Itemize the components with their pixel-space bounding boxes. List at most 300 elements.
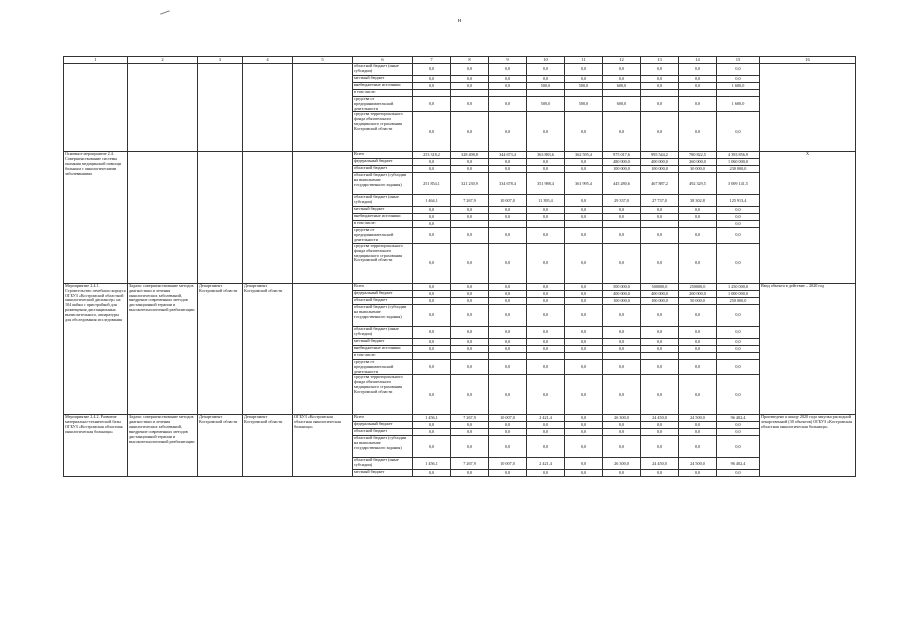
funding-source-label: в том числе: — [353, 352, 413, 359]
value-cell: 600,0 — [603, 83, 641, 90]
value-cell — [527, 90, 565, 97]
value-cell: 0,0 — [603, 345, 641, 352]
block-result: Произведено к концу 2020 года закупка расходной лекарственной (30 объектов) ОГБУЗ «Костромская областная онкологическая больница» — [760, 415, 856, 477]
value-cell: 0,0 — [679, 345, 717, 352]
value-cell: 480 000,0 — [603, 159, 641, 166]
value-cell — [565, 352, 603, 359]
value-cell: 0,0 — [717, 436, 760, 458]
column-header: 13 — [641, 57, 679, 64]
value-cell: 0,0 — [451, 166, 489, 173]
value-cell: 0,0 — [451, 214, 489, 221]
value-cell: 1 456,1 — [413, 458, 451, 470]
value-cell: 0,0 — [679, 359, 717, 374]
funding-source-label: местный бюджет — [353, 470, 413, 477]
value-cell: 0,0 — [679, 470, 717, 477]
funding-source-label: внебюджетные источники — [353, 214, 413, 221]
value-cell: 0,0 — [527, 243, 565, 283]
value-cell: 0,0 — [489, 166, 527, 173]
header-row — [64, 57, 856, 64]
funding-source-label: Всего — [353, 283, 413, 290]
value-cell: 0,0 — [565, 166, 603, 173]
value-cell: 0,0 — [565, 76, 603, 83]
column-header: 4 — [243, 57, 293, 64]
value-cell: 0,0 — [527, 338, 565, 345]
value-cell: 0,0 — [413, 207, 451, 214]
value-cell: 0,0 — [489, 345, 527, 352]
table-row — [64, 64, 856, 76]
value-cell: 0,0 — [641, 429, 679, 436]
value-cell: 1 456,1 — [413, 415, 451, 422]
funding-source-label: средства территориального фонда обязательного медицинского страхования Костромской области — [353, 375, 413, 415]
value-cell: 500 000,0 — [603, 283, 641, 290]
funding-source-label: Всего — [353, 152, 413, 159]
value-cell: 0,0 — [641, 470, 679, 477]
value-cell: 100 000,0 — [603, 297, 641, 304]
value-cell: 0,0 — [603, 470, 641, 477]
value-cell: 0,0 — [413, 228, 451, 243]
value-cell: 1 250 000,0 — [717, 283, 760, 290]
value-cell: 0,0 — [717, 375, 760, 415]
value-cell — [603, 90, 641, 97]
value-cell: 0,0 — [527, 436, 565, 458]
value-cell: 0,0 — [603, 326, 641, 338]
value-cell: 0,0 — [489, 243, 527, 283]
value-cell: 0,0 — [679, 429, 717, 436]
value-cell: 0,0 — [717, 359, 760, 374]
value-cell: 0,0 — [565, 243, 603, 283]
value-cell — [451, 352, 489, 359]
value-cell: 0,0 — [641, 304, 679, 326]
value-cell: 0,0 — [413, 290, 451, 297]
value-cell — [565, 90, 603, 97]
value-cell: 0,0 — [413, 345, 451, 352]
value-cell: 0,0 — [489, 429, 527, 436]
value-cell: 0,0 — [641, 436, 679, 458]
value-cell: 0,0 — [451, 304, 489, 326]
funding-source-label: областной бюджет (иные субсидии) — [353, 458, 413, 470]
value-cell: 24 450,0 — [641, 458, 679, 470]
value-cell: 0,0 — [717, 422, 760, 429]
value-cell: 0,0 — [717, 64, 760, 76]
value-cell: 4 393 856,9 — [717, 152, 760, 159]
block-c4: Департамент Костромской области — [243, 283, 293, 414]
value-cell: 0,0 — [603, 359, 641, 374]
block-c2: Задача: совершенствование методов диагностики и лечения онкологических заболеваний, внедрение современных методов дистанционной терапии и высокотехнологичной реабилитации — [128, 283, 198, 414]
value-cell: 0,0 — [565, 207, 603, 214]
column-header: 15 — [717, 57, 760, 64]
value-cell: 0,0 — [565, 283, 603, 290]
value-cell: 0,0 — [413, 429, 451, 436]
column-header: 11 — [565, 57, 603, 64]
value-cell: 0,0 — [527, 297, 565, 304]
value-cell: 995 544,2 — [641, 152, 679, 159]
value-cell: 0,0 — [413, 166, 451, 173]
value-cell: 27 737,0 — [641, 195, 679, 207]
column-header: 16 — [760, 57, 856, 64]
value-cell: 344 673,4 — [489, 152, 527, 159]
column-header: 2 — [128, 57, 198, 64]
value-cell: 0,0 — [489, 297, 527, 304]
value-cell: 0,0 — [565, 195, 603, 207]
value-cell: 100 000,0 — [641, 297, 679, 304]
value-cell: 38 302,8 — [679, 195, 717, 207]
value-cell: 361 995,4 — [565, 173, 603, 195]
value-cell: 0,0 — [413, 76, 451, 83]
value-cell — [603, 221, 641, 228]
value-cell: 0,0 — [641, 375, 679, 415]
value-cell: 0,0 — [489, 228, 527, 243]
value-cell: 0,0 — [451, 97, 489, 112]
value-cell: 0,0 — [717, 345, 760, 352]
block-c4 — [243, 152, 293, 283]
value-cell: 0,0 — [603, 112, 641, 152]
value-cell: 0,0 — [679, 422, 717, 429]
value-cell: 600,0 — [603, 97, 641, 112]
value-cell — [565, 221, 603, 228]
value-cell: 96 402,4 — [717, 415, 760, 422]
value-cell: 0,0 — [451, 359, 489, 374]
value-cell: 0,0 — [565, 422, 603, 429]
funding-source-label: местный бюджет — [353, 76, 413, 83]
value-cell: 0,0 — [489, 470, 527, 477]
value-cell: 0,0 — [641, 228, 679, 243]
column-header: 8 — [451, 57, 489, 64]
value-cell: 0,0 — [565, 297, 603, 304]
block-c4: Департамент Костромской области — [243, 415, 293, 477]
value-cell: 780 822,5 — [679, 152, 717, 159]
value-cell: 0,0 — [565, 159, 603, 166]
value-cell: 0,0 — [679, 83, 717, 90]
value-cell — [679, 90, 717, 97]
value-cell — [603, 352, 641, 359]
block-c2 — [128, 64, 198, 152]
value-cell — [679, 352, 717, 359]
value-cell: 445 280,6 — [603, 173, 641, 195]
block-c3 — [198, 152, 243, 283]
value-cell: 0,0 — [413, 297, 451, 304]
value-cell: 0,0 — [489, 290, 527, 297]
funding-source-label: внебюджетные источники — [353, 345, 413, 352]
value-cell: 0,0 — [527, 470, 565, 477]
block-result: Ввод объекта в действие – 2020 год — [760, 283, 856, 414]
value-cell: 0,0 — [679, 304, 717, 326]
value-cell: 0,0 — [489, 97, 527, 112]
value-cell: 0,0 — [451, 207, 489, 214]
value-cell: 321 230,9 — [451, 173, 489, 195]
value-cell: 0,0 — [527, 76, 565, 83]
value-cell: 0,0 — [451, 76, 489, 83]
funding-source-label: средства от предпринимательской деятельности — [353, 97, 413, 112]
value-cell: 0,0 — [641, 64, 679, 76]
value-cell: 0,0 — [603, 338, 641, 345]
block-c1 — [64, 64, 128, 152]
value-cell: 467 887,2 — [641, 173, 679, 195]
budget-table — [63, 56, 856, 477]
value-cell: 0,0 — [489, 83, 527, 90]
value-cell: 0,0 — [603, 228, 641, 243]
value-cell — [489, 90, 527, 97]
column-header: 3 — [198, 57, 243, 64]
value-cell: 0,0 — [489, 338, 527, 345]
value-cell: 0,0 — [641, 326, 679, 338]
value-cell: 10 007,0 — [489, 415, 527, 422]
value-cell: 500,0 — [527, 97, 565, 112]
value-cell: 0,0 — [489, 112, 527, 152]
value-cell — [413, 90, 451, 97]
value-cell: 0,0 — [717, 326, 760, 338]
value-cell: 250000,0 — [679, 283, 717, 290]
value-cell: 0,0 — [603, 214, 641, 221]
block-result — [760, 64, 856, 152]
value-cell: 0,0 — [565, 214, 603, 221]
value-cell: 0,0 — [451, 375, 489, 415]
value-cell: 0,0 — [451, 470, 489, 477]
value-cell — [489, 221, 527, 228]
funding-source-label: в том числе: — [353, 90, 413, 97]
value-cell: 0,0 — [527, 304, 565, 326]
value-cell: 0,0 — [717, 207, 760, 214]
value-cell: 0,0 — [565, 228, 603, 243]
value-cell: 0,0 — [451, 345, 489, 352]
column-header: 6 — [353, 57, 413, 64]
value-cell: 0,0 — [717, 470, 760, 477]
value-cell: 30 000,0 — [679, 166, 717, 173]
value-cell: 0,0 — [603, 207, 641, 214]
value-cell: 0,0 — [565, 436, 603, 458]
value-cell: 0,0 — [679, 243, 717, 283]
value-cell — [489, 352, 527, 359]
value-cell: 0,0 — [565, 458, 603, 470]
value-cell: 0,0 — [527, 359, 565, 374]
block-c2: Задача: совершенствование методов диагностики и лечения онкологических заболеваний, внедрение современных методов дистанционной терапии и высокотехнологичной реабилитации — [128, 415, 198, 477]
value-cell: 0,0 — [603, 304, 641, 326]
value-cell — [527, 221, 565, 228]
column-header: 14 — [679, 57, 717, 64]
value-cell: 0,0 — [603, 429, 641, 436]
value-cell: 0,0 — [527, 166, 565, 173]
value-cell: 0,0 — [489, 304, 527, 326]
funding-source-label: средства территориального фонда обязательного медицинского страхования Костромской области — [353, 112, 413, 152]
column-header: 9 — [489, 57, 527, 64]
value-cell: 362 595,4 — [565, 152, 603, 159]
value-cell — [641, 221, 679, 228]
value-cell: 0,0 — [679, 112, 717, 152]
value-cell: 0,0 — [451, 83, 489, 90]
value-cell: 0,0 — [527, 159, 565, 166]
value-cell: 0,0 — [451, 228, 489, 243]
value-cell: 0,0 — [679, 64, 717, 76]
value-cell: 0,0 — [413, 243, 451, 283]
value-cell: 0,0 — [413, 283, 451, 290]
value-cell: 0,0 — [603, 76, 641, 83]
value-cell: 0,0 — [527, 228, 565, 243]
value-cell: 125 913,4 — [717, 195, 760, 207]
value-cell: 96 402,4 — [717, 458, 760, 470]
value-cell: 0,0 — [413, 214, 451, 221]
block-c4 — [243, 64, 293, 152]
value-cell: 1 060 000,0 — [717, 159, 760, 166]
funding-source-label: средства от предпринимательской деятельности — [353, 359, 413, 374]
value-cell: 0,0 — [679, 338, 717, 345]
value-cell: 400 000,0 — [641, 290, 679, 297]
funding-source-label: в том числе: — [353, 221, 413, 228]
value-cell: 200 000,0 — [679, 290, 717, 297]
value-cell: 0,0 — [717, 243, 760, 283]
value-cell: 11 395,4 — [527, 195, 565, 207]
value-cell: 24 500,0 — [679, 415, 717, 422]
value-cell: 0,0 — [679, 375, 717, 415]
value-cell: 0,0 — [451, 326, 489, 338]
value-cell: 500000,0 — [641, 283, 679, 290]
value-cell: 0,0 — [717, 214, 760, 221]
funding-source-label: областной бюджет (субсидии на выполнение государственного задания) — [353, 173, 413, 195]
value-cell: 0,0 — [527, 207, 565, 214]
value-cell: 0,0 — [451, 112, 489, 152]
value-cell: 29 337,0 — [603, 195, 641, 207]
funding-source-label: внебюджетные источники — [353, 83, 413, 90]
value-cell: 0,0 — [413, 470, 451, 477]
value-cell: 1 464,1 — [413, 195, 451, 207]
value-cell: 0,0 — [489, 359, 527, 374]
table-row — [64, 283, 856, 290]
value-cell: 0,0 — [641, 83, 679, 90]
column-header: 1 — [64, 57, 128, 64]
block-c1: Мероприятие 2.4.2. Развитие материально-технической базы ОГБУЗ «Костромская областная онкологическая больница» — [64, 415, 128, 477]
value-cell — [413, 352, 451, 359]
value-cell: 0,0 — [717, 304, 760, 326]
column-header: 10 — [527, 57, 565, 64]
value-cell: 0,0 — [413, 436, 451, 458]
value-cell: 400 000,0 — [603, 290, 641, 297]
value-cell: 1 000 000,0 — [717, 290, 760, 297]
value-cell — [641, 352, 679, 359]
value-cell: 0,0 — [451, 422, 489, 429]
value-cell: 0,0 — [527, 375, 565, 415]
value-cell: 0,0 — [603, 243, 641, 283]
value-cell — [641, 90, 679, 97]
value-cell: 0,0 — [565, 304, 603, 326]
value-cell: 0,0 — [489, 214, 527, 221]
value-cell: 500,0 — [565, 83, 603, 90]
value-cell: 0,0 — [413, 338, 451, 345]
value-cell — [717, 352, 760, 359]
value-cell: 0,0 — [527, 326, 565, 338]
value-cell: 0,0 — [565, 359, 603, 374]
value-cell: 0,0 — [489, 64, 527, 76]
funding-source-label: местный бюджет — [353, 338, 413, 345]
block-c3 — [198, 64, 243, 152]
value-cell: 10 007,0 — [489, 195, 527, 207]
block-c1: Основное мероприятие 2.4. Совершенствование системы оказания медицинской помощи больным с онкологическими заболеваниями — [64, 152, 128, 283]
block-result: X — [760, 152, 856, 283]
value-cell: 0,0 — [527, 214, 565, 221]
value-cell: 0,0 — [641, 97, 679, 112]
value-cell: 975 017,6 — [603, 152, 641, 159]
column-header: 12 — [603, 57, 641, 64]
value-cell: 0,0 — [641, 338, 679, 345]
value-cell: 100 000,0 — [603, 166, 641, 173]
scan-mark — [160, 10, 170, 14]
value-cell: 0,0 — [679, 207, 717, 214]
block-c5 — [293, 283, 353, 414]
value-cell: 0,0 — [565, 429, 603, 436]
value-cell: 0,0 — [527, 283, 565, 290]
value-cell: 0,0 — [641, 345, 679, 352]
value-cell: 0,0 — [641, 243, 679, 283]
value-cell: 10 007,0 — [489, 458, 527, 470]
value-cell: 1 600,0 — [717, 97, 760, 112]
column-header: 7 — [413, 57, 451, 64]
value-cell: 0,0 — [413, 159, 451, 166]
value-cell: 400 000,0 — [641, 159, 679, 166]
value-cell: 0,0 — [565, 326, 603, 338]
value-cell: 2 421,4 — [527, 415, 565, 422]
value-cell: 0,0 — [527, 290, 565, 297]
value-cell: 3 009 141,5 — [717, 173, 760, 195]
value-cell: 0,0 — [565, 290, 603, 297]
value-cell: 0,0 — [413, 359, 451, 374]
funding-source-label: областной бюджет — [353, 166, 413, 173]
block-c3: Департамент Костромской области — [198, 283, 243, 414]
funding-source-label: федеральный бюджет — [353, 422, 413, 429]
value-cell: 500,0 — [527, 83, 565, 90]
value-cell — [527, 352, 565, 359]
value-cell: 0,0 — [451, 297, 489, 304]
value-cell: 0,0 — [451, 159, 489, 166]
block-c5 — [293, 152, 353, 283]
value-cell: 0,0 — [413, 97, 451, 112]
funding-source-label: местный бюджет — [353, 207, 413, 214]
block-c1: Мероприятие 2.4.1. Строительство лечебного корпуса ОГБУЗ «Костромской областной онкологический диспансер» на 104 койки с пристройкой для размещения дистанционных вычислительного, аппаратуры для обследования исследования — [64, 283, 128, 414]
value-cell: 334 678,4 — [489, 173, 527, 195]
value-cell: 0,0 — [451, 436, 489, 458]
value-cell: 0,0 — [527, 429, 565, 436]
value-cell: 0,0 — [717, 76, 760, 83]
value-cell: 0,0 — [717, 338, 760, 345]
value-cell: 0,0 — [451, 283, 489, 290]
funding-source-label: областной бюджет — [353, 429, 413, 436]
value-cell: 0,0 — [489, 76, 527, 83]
value-cell: 0,0 — [603, 436, 641, 458]
value-cell: 0,0 — [717, 221, 760, 228]
value-cell: 0,0 — [527, 345, 565, 352]
value-cell: 0,0 — [413, 422, 451, 429]
value-cell: 0,0 — [717, 228, 760, 243]
value-cell: 0,0 — [413, 64, 451, 76]
funding-source-label: федеральный бюджет — [353, 159, 413, 166]
value-cell: 250 000,0 — [717, 297, 760, 304]
value-cell: 0,0 — [565, 415, 603, 422]
value-cell: 0,0 — [451, 290, 489, 297]
value-cell: 0,0 — [565, 338, 603, 345]
funding-source-label: областной бюджет (иные субсидии) — [353, 195, 413, 207]
value-cell: 351 988,4 — [527, 173, 565, 195]
value-cell: 0,0 — [413, 83, 451, 90]
block-c5 — [293, 64, 353, 152]
funding-source-label: областной бюджет — [353, 297, 413, 304]
funding-source-label: областной бюджет (субсидии на выполнение государственного задания) — [353, 304, 413, 326]
value-cell: 0,0 — [717, 112, 760, 152]
value-cell: 2 421,4 — [527, 458, 565, 470]
block-c3: Департамент Костромской области — [198, 415, 243, 477]
table-row — [64, 415, 856, 422]
value-cell: 0,0 — [641, 112, 679, 152]
value-cell: 0,0 — [565, 470, 603, 477]
value-cell — [451, 90, 489, 97]
value-cell: 50 000,0 — [679, 297, 717, 304]
value-cell: 0,0 — [565, 345, 603, 352]
value-cell: 328 498,8 — [451, 152, 489, 159]
